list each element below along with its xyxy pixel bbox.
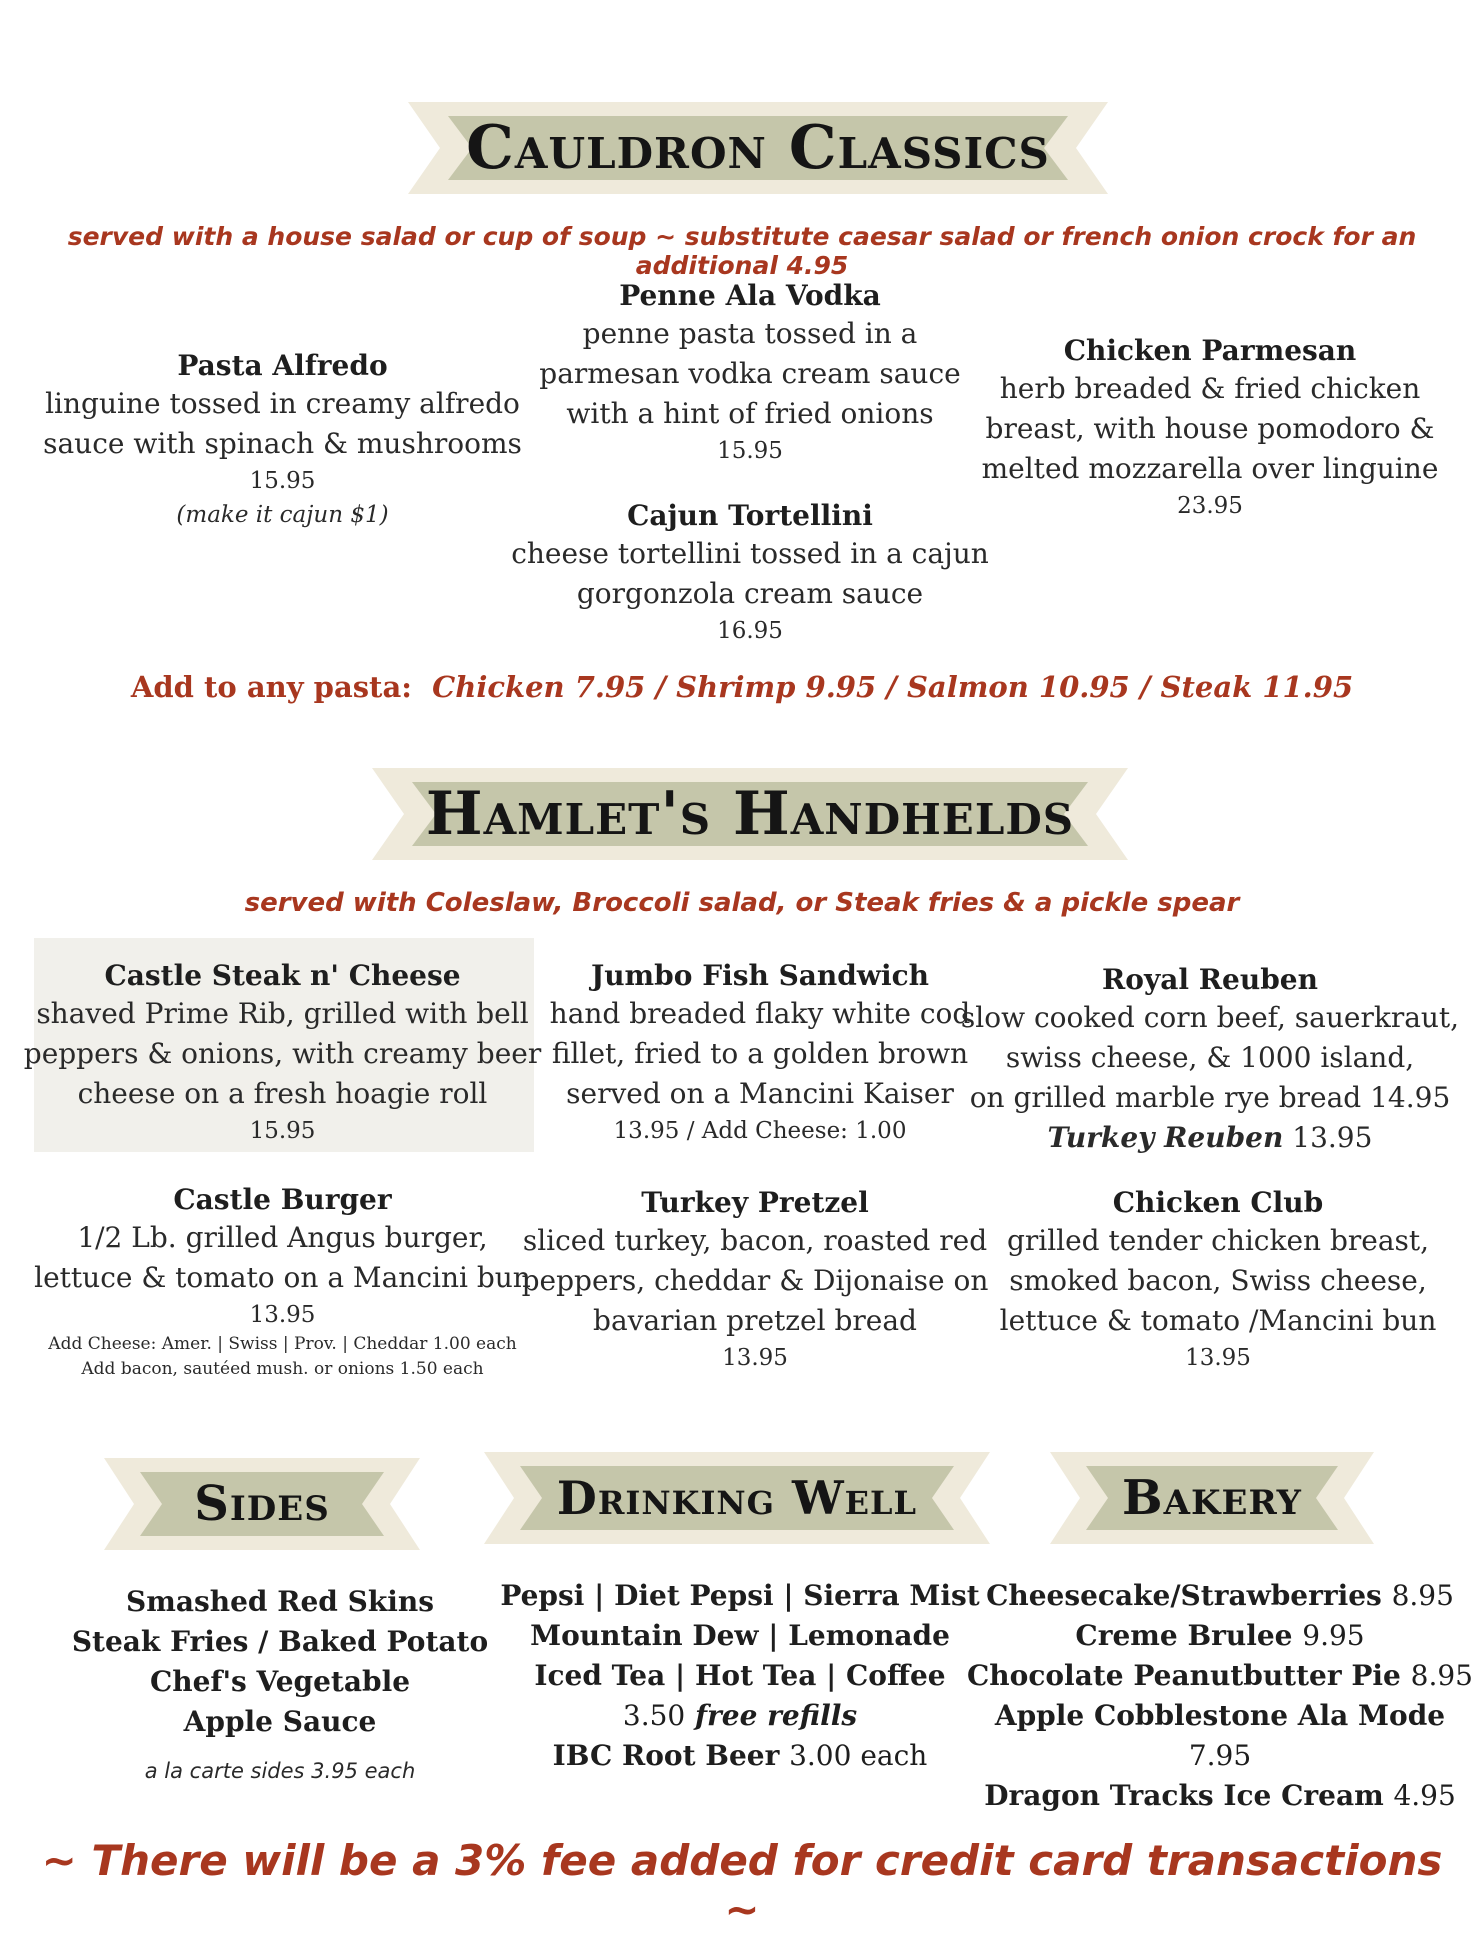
- bakery-item-price: 8.95: [1391, 1579, 1454, 1612]
- item-desc: sauce with spinach & mushrooms: [43, 427, 522, 460]
- item-desc: linguine tossed in creamy alfredo: [45, 387, 520, 420]
- addon-steak: Steak 11.95: [1160, 670, 1354, 704]
- menu-item-castle-burger: [20, 1182, 545, 1382]
- item-desc: hand breaded flaky white cod: [549, 997, 971, 1030]
- item-price: 15.95: [249, 1118, 316, 1144]
- bakery-item-price: 8.95: [1410, 1659, 1473, 1692]
- item-desc: on grilled marble rye bread 14.95: [969, 1081, 1451, 1114]
- menu-item-chicken-parmesan: [960, 333, 1460, 523]
- item-price: 16.95: [717, 618, 783, 644]
- item-sub-name: Turkey Reuben: [1047, 1121, 1284, 1154]
- item-name: Pasta Alfredo: [177, 349, 388, 382]
- item-name: Turkey Pretzel: [641, 1186, 869, 1219]
- item-desc: served on a Mancini Kaiser: [566, 1077, 954, 1110]
- bakery-item: [960, 1656, 1480, 1696]
- root-beer-price: 3.00 each: [789, 1739, 928, 1772]
- cauldron-subtitle: served with a house salad or cup of soup ~ substitute caesar salad or french onion crock for an additional 4.95: [67, 222, 1417, 280]
- menu-item-jumbo-fish-sandwich: [510, 958, 1010, 1148]
- item-sub-line: [960, 1118, 1460, 1158]
- item-desc: melted mozzarella over linguine: [981, 452, 1439, 485]
- item-desc: peppers & onions, with creamy beer: [23, 1037, 542, 1070]
- bakery-item-price: 9.95: [1302, 1619, 1365, 1652]
- menu-item-pasta-alfredo: [20, 348, 545, 532]
- item-price: 15.95: [717, 438, 783, 464]
- item-name: Chicken Club: [1112, 1186, 1324, 1219]
- sides-list: [30, 1582, 530, 1788]
- drinking-title: Drinking Well: [556, 1471, 918, 1525]
- addon-chicken: Chicken 7.95 /: [432, 670, 667, 704]
- sides-banner: [104, 1456, 420, 1552]
- item-name: Royal Reuben: [1102, 963, 1318, 996]
- hamlet-banner: [372, 766, 1128, 862]
- item-name: Castle Burger: [173, 1183, 392, 1216]
- bakery-title: Bakery: [1122, 1470, 1302, 1526]
- menu-item-turkey-pretzel: [505, 1185, 1005, 1375]
- addon-salmon: Salmon 10.95 /: [906, 670, 1151, 704]
- item-desc: parmesan vodka cream sauce: [539, 357, 961, 390]
- root-beer-name: IBC Root Beer: [552, 1739, 780, 1772]
- item-note: (make it cajun $1): [176, 502, 389, 528]
- item-desc: lettuce & tomato on a Mancini bun: [34, 1261, 531, 1294]
- hamlet-title: Hamlet's Handhelds: [425, 779, 1075, 849]
- bakery-item-name: Dragon Tracks Ice Cream: [984, 1779, 1384, 1812]
- bakery-item: [960, 1696, 1480, 1776]
- root-beer-line: [490, 1736, 990, 1776]
- bakery-item-price: 4.95: [1393, 1779, 1456, 1812]
- item-name: Chicken Parmesan: [1063, 334, 1357, 367]
- hamlet-subtitle: served with Coleslaw, Broccoli salad, or Steak fries & a pickle spear: [244, 888, 1240, 918]
- item-desc: cheese on a fresh hoagie roll: [77, 1077, 488, 1110]
- item-desc: penne pasta tossed in a: [582, 317, 918, 350]
- item-desc: gorgonzola cream sauce: [576, 577, 924, 610]
- bakery-item-name: Chocolate Peanutbutter Pie: [967, 1659, 1401, 1692]
- item-name: Cajun Tortellini: [627, 499, 873, 532]
- drink-line: Mountain Dew | Lemonade: [530, 1619, 950, 1652]
- pasta-addons: [40, 670, 1444, 704]
- item-price: 13.95: [1185, 1345, 1251, 1371]
- side-item: Apple Sauce: [183, 1705, 377, 1738]
- item-desc: peppers, cheddar & Dijonaise on: [521, 1264, 989, 1297]
- item-desc: cheese tortellini tossed in a cajun: [511, 537, 989, 570]
- drink-refill: free refills: [694, 1699, 858, 1732]
- item-price: 23.95: [1177, 493, 1243, 519]
- item-desc: sliced turkey, bacon, roasted red: [522, 1224, 988, 1257]
- drinks-list: [490, 1576, 990, 1776]
- bakery-item-price: 7.95: [1188, 1739, 1252, 1772]
- item-desc: bavarian pretzel bread: [593, 1304, 917, 1337]
- item-price: 15.95: [249, 468, 316, 494]
- item-desc: slow cooked corn beef, sauerkraut,: [960, 1001, 1460, 1034]
- item-desc: swiss cheese, & 1000 island,: [1005, 1041, 1415, 1074]
- drink-price: 3.50: [622, 1699, 686, 1732]
- bakery-item: [960, 1616, 1480, 1656]
- drink-line: Pepsi | Diet Pepsi | Sierra Mist: [500, 1579, 980, 1612]
- item-desc: grilled tender chicken breast,: [1006, 1224, 1430, 1257]
- item-desc: with a hint of fried onions: [566, 397, 934, 430]
- menu-item-chicken-club: [968, 1185, 1468, 1375]
- item-addon-note: Add bacon, sautéed mush. or onions 1.50 each: [81, 1359, 484, 1379]
- item-desc: breast, with house pomodoro &: [985, 412, 1435, 445]
- bakery-banner: [1050, 1450, 1374, 1546]
- sides-title: Sides: [194, 1476, 330, 1532]
- item-desc: smoked bacon, Swiss cheese,: [1009, 1264, 1427, 1297]
- item-price: 13.95: [249, 1302, 316, 1328]
- menu-item-penne-ala-vodka: [500, 278, 1000, 468]
- menu-item-royal-reuben: [960, 962, 1460, 1158]
- item-sub-price: 13.95: [1292, 1121, 1373, 1154]
- item-name: Jumbo Fish Sandwich: [590, 959, 930, 992]
- item-desc: shaved Prime Rib, grilled with bell: [36, 997, 529, 1030]
- side-item: Steak Fries / Baked Potato: [71, 1625, 489, 1658]
- item-price: 13.95: [722, 1345, 788, 1371]
- side-item: Chef's Vegetable: [149, 1665, 411, 1698]
- item-price: 13.95 / Add Cheese: 1.00: [613, 1118, 907, 1144]
- bakery-item-name: Creme Brulee: [1075, 1619, 1293, 1652]
- item-desc: herb breaded & fried chicken: [999, 372, 1421, 405]
- bakery-item-name: Apple Cobblestone Ala Mode: [994, 1699, 1446, 1732]
- cauldron-title: Cauldron Classics: [466, 113, 1050, 183]
- sides-note: a la carte sides 3.95 each: [144, 1759, 416, 1783]
- menu-item-cajun-tortellini: [500, 498, 1000, 648]
- addon-shrimp: Shrimp 9.95 /: [676, 670, 897, 704]
- item-name: Castle Steak n' Cheese: [104, 959, 461, 992]
- cauldron-banner: [408, 100, 1108, 196]
- item-desc: fillet, fried to a golden brown: [551, 1037, 969, 1070]
- item-addon-note: Add Cheese: Amer. | Swiss | Prov. | Cheddar 1.00 each: [48, 1334, 517, 1354]
- item-desc: 1/2 Lb. grilled Angus burger,: [77, 1221, 488, 1254]
- addon-label: Add to any pasta:: [130, 670, 412, 704]
- drinking-banner: [484, 1450, 990, 1546]
- side-item: Smashed Red Skins: [125, 1585, 435, 1618]
- credit-card-fee-notice: ~ There will be a 3% fee added for credit card transactions ~: [41, 1836, 1443, 1934]
- bakery-list: [960, 1576, 1480, 1816]
- drink-price-line: [490, 1696, 990, 1736]
- menu-item-castle-steak-n-cheese: [20, 958, 545, 1148]
- item-desc: lettuce & tomato /Mancini bun: [999, 1304, 1437, 1337]
- drink-line: Iced Tea | Hot Tea | Coffee: [534, 1659, 946, 1692]
- item-name: Penne Ala Vodka: [619, 279, 881, 312]
- bakery-item-name: Cheesecake/Strawberries: [986, 1579, 1382, 1612]
- bakery-item: [960, 1576, 1480, 1616]
- bakery-item: [960, 1776, 1480, 1816]
